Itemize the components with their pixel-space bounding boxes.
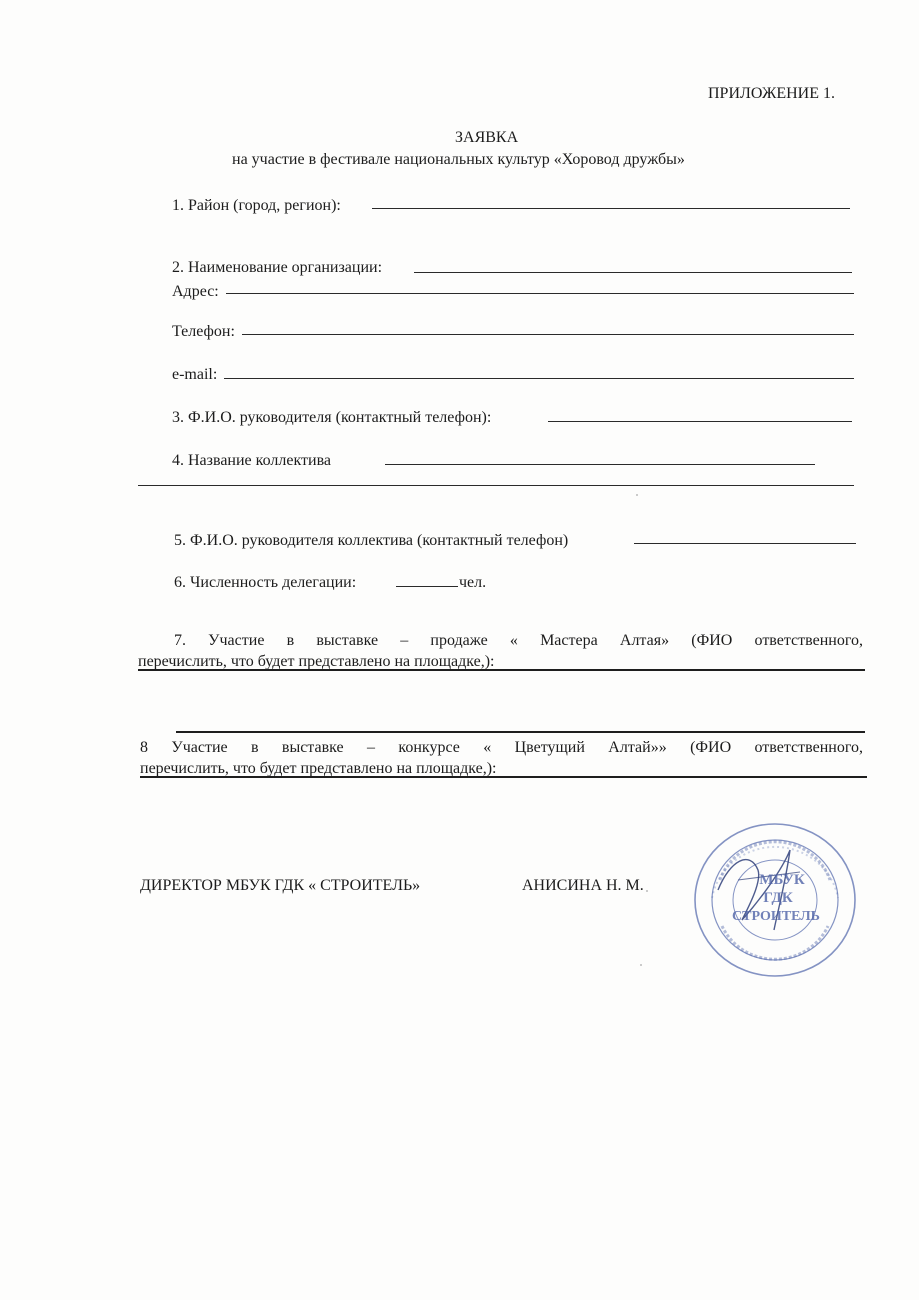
form-subtitle: на участие в фестивале национальных культур «Хоровод дружбы» [232,151,685,168]
collective-field-line[interactable] [385,464,815,465]
item8-line1: 8 Участие в выставке – конкурсе « Цветущий Алтай»» (ФИО ответственного, [140,739,863,756]
region-label: 1. Район (город, регион): [172,197,341,214]
collective-head-label: 5. Ф.И.О. руководителя коллектива (контактный телефон) [174,532,569,549]
address-label: Адрес: [172,283,219,300]
seal-text-2: ГДК [763,890,793,906]
item7-line2: перечислить, что будет представлено на площадке,): [138,653,495,670]
form-title: ЗАЯВКА [455,129,519,146]
collective-head-field-line[interactable] [634,543,856,544]
director-name: АНИСИНА Н. М. [522,877,644,894]
official-seal-stamp [690,820,860,980]
delegation-unit: чел. [459,574,487,591]
appendix-label: ПРИЛОЖЕНИЕ 1. [708,85,836,102]
email-label: e-mail: [172,366,218,383]
address-field-line[interactable] [226,293,854,294]
seal-text-1: МБУК [759,872,805,888]
region-field-line[interactable] [372,208,850,209]
item7-field-line-2[interactable] [176,731,865,733]
director-position: ДИРЕКТОР МБУК ГДК « СТРОИТЕЛЬ» [140,877,421,894]
email-field-line[interactable] [224,378,854,379]
scan-speck [640,964,642,966]
scan-speck [646,890,648,892]
org-name-label: 2. Наименование организации: [172,259,383,276]
delegation-count-line[interactable] [396,586,458,587]
item8-field-line[interactable] [140,776,867,778]
delegation-label: 6. Численность делегации: [174,574,357,591]
phone-field-line[interactable] [242,334,854,335]
phone-label: Телефон: [172,323,235,340]
item7-field-line[interactable] [138,669,865,671]
collective-field-line-2[interactable] [138,485,854,486]
seal-text-3: СТРОИТЕЛЬ [732,909,820,924]
item8-line2: перечислить, что будет представлено на площадке,): [140,760,497,777]
item7-line1: 7. Участие в выставке – продаже « Мастера Алтая» (ФИО ответственного, [174,632,863,649]
head-field-line[interactable] [548,421,852,422]
scan-speck [636,494,638,496]
head-label: 3. Ф.И.О. руководителя (контактный телефон): [172,409,492,426]
collective-label: 4. Название коллектива [172,452,332,469]
org-name-field-line[interactable] [414,272,852,273]
